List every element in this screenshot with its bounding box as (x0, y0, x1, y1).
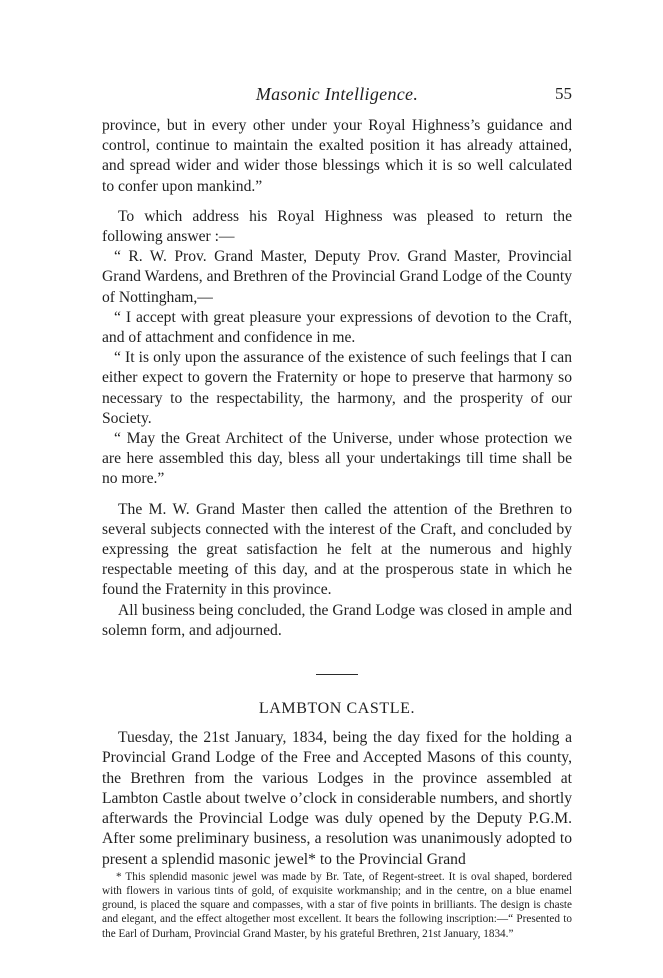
page-number: 55 (555, 84, 572, 103)
paragraph-continuation: province, but in every other under your Royal Highness’s guidance and control, continue to maintain the exalted position it has already attained, and spread wider and wider those blessings which it is so well calculated to confer upon mankind.” (102, 117, 572, 195)
paragraph-acceptance: “ I accept with great pleasure your expressions of devotion to the Craft, and of attachment and confidence in me. (102, 308, 572, 347)
section-divider (316, 674, 358, 675)
paragraph-assurance: “ It is only upon the assurance of the existence of such feelings that I can either expect to govern the Fraternity or hope to preserve that harmony so necessary to the respectability, the harmony, and the prosperity of our Society. (102, 349, 572, 427)
paragraph-lambton: Tuesday, the 21st January, 1834, being the day fixed for the holding a Provincial Grand Lodge of the Free and Accepted Masons of this county, the Brethren from the various Lodges in the province assembled at Lambton Castle about twelve o’clock in considerable numbers, and shortly afterwards the Provincial Lodge was duly opened by the Deputy P.G.M. After some preliminary business, a resolution was unanimously adopted to present a splendid masonic jewel* to the Provincial Grand (102, 729, 572, 868)
paragraph-blessing: “ May the Great Architect of the Universe, under whose protection we are here assembled this day, bless all your undertakings till time shall be no more.” (102, 430, 572, 488)
paragraph-grand-master: The M. W. Grand Master then called the attention of the Brethren to several subjects connected with the interest of the Craft, and concluded by expressing the great satisfaction he felt at the numerous and highly respectable meeting of this day, and at the prosperous state in which he found the Fraternity in this province. (102, 500, 572, 599)
footnote: * This splendid masonic jewel was made by Br. Tate, of Regent-street. It is oval shaped, bordered with flowers in various tints of gold, of exquisite workmanship; and in the centre, on a blue enamel ground, is placed the square and compasses, with a star of five points in brilliants. The design is chaste and elegant, and the effect altogether most excellent. It bears the following inscription:—“ Presented to the Earl of Durham, Provincial Grand Master, by his grateful Brethren, 21st January, 1834.” (102, 870, 572, 940)
paragraph-adjourned: All business being concluded, the Grand Lodge was closed in ample and solemn form, and adjourned. (102, 601, 572, 639)
section-heading: LAMBTON CASTLE. (258, 700, 416, 718)
paragraph-salutation: “ R. W. Prov. Grand Master, Deputy Prov. Grand Master, Provincial Grand Wardens, and Brethren of the Provincial Grand Lodge of the County of Nottingham,— (102, 248, 572, 306)
running-title: Masonic Intelligence. (255, 84, 419, 104)
running-head (102, 84, 572, 106)
paragraph-answer-intro: To which address his Royal Highness was pleased to return the following answer :— (102, 207, 572, 246)
body-text (102, 116, 572, 941)
